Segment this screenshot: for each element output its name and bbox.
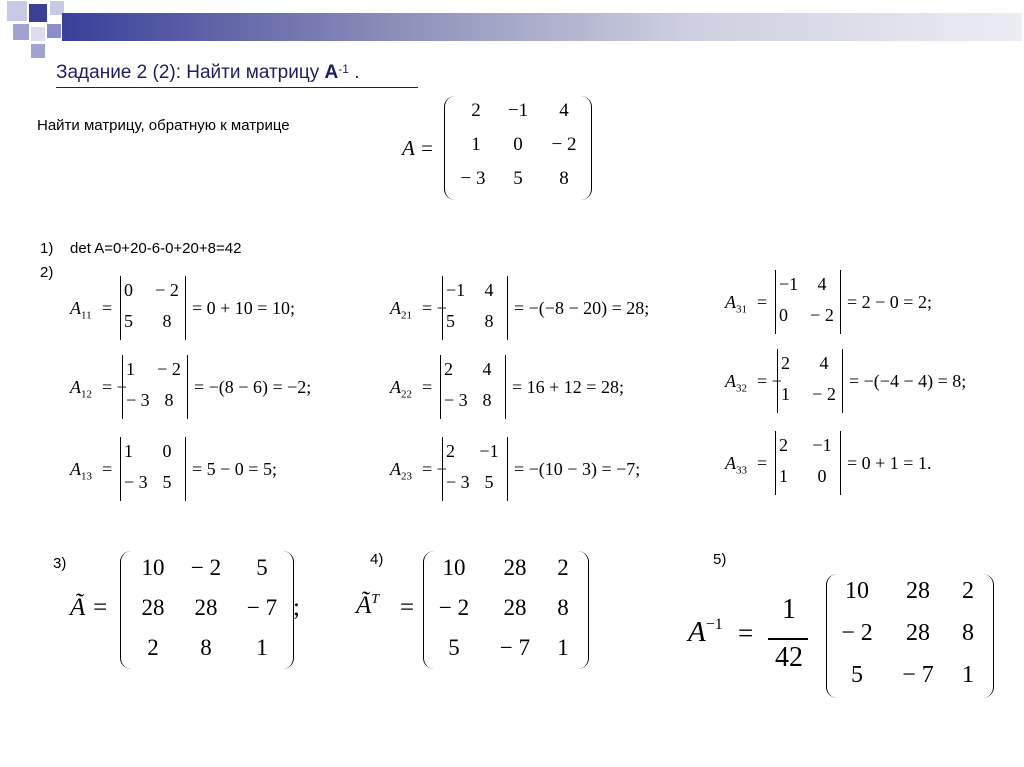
inverse-symbol: A xyxy=(688,616,706,648)
transpose-sup: T xyxy=(371,592,380,607)
matrix-cell: 28 xyxy=(906,620,930,646)
cofactor-determinant xyxy=(122,355,188,419)
adjugate-matrix xyxy=(120,551,294,669)
determinant-cell: 5 xyxy=(446,311,455,331)
cofactor-subscript: 11 xyxy=(81,309,92,322)
cofactor-label xyxy=(725,292,747,316)
title-text: Задание 2 (2): Найти матрицу xyxy=(56,62,325,83)
cofactor-label xyxy=(70,459,92,483)
cofactor-determinant xyxy=(442,276,508,340)
cofactor-label xyxy=(725,453,747,477)
cofactor-pre-sign: = xyxy=(102,298,113,318)
matrix-cell: 1 xyxy=(256,635,268,660)
matrix-cell: 5 xyxy=(513,168,523,189)
determinant-cell: −1 xyxy=(479,441,499,461)
equals-sign: = xyxy=(400,594,415,621)
cofactor-name: A xyxy=(390,377,401,397)
cofactor-name: A xyxy=(390,298,401,318)
matrix-cell: 10 xyxy=(442,555,466,580)
cofactor-result: = −(−8 − 20) = 28; xyxy=(514,298,650,318)
step-3-label: 3) xyxy=(53,555,67,572)
determinant-cell: 2 xyxy=(779,435,788,455)
matrix-cell: 8 xyxy=(559,168,569,189)
slide-title xyxy=(56,62,360,84)
determinant-cell: 4 xyxy=(482,359,492,379)
matrix-cell: 5 xyxy=(851,662,863,688)
cofactor-subscript: 22 xyxy=(401,388,412,401)
determinant-cell: 4 xyxy=(817,274,827,294)
cofactor-pre-sign: = xyxy=(422,377,433,397)
cofactor-result: = −(−4 − 4) = 8; xyxy=(849,371,967,391)
cofactor-determinant xyxy=(775,270,841,334)
determinant-cell: − 3 xyxy=(444,390,468,410)
determinant-cell: 1 xyxy=(124,441,133,461)
matrix-cell: 2 xyxy=(962,578,974,604)
matrix-cell: 2 xyxy=(471,100,481,121)
cofactor-determinant xyxy=(120,437,186,501)
matrix-cell: 10 xyxy=(845,578,869,604)
matrix-cell: − 2 xyxy=(551,134,577,155)
matrix-cell: 2 xyxy=(147,635,159,660)
cofactor-label xyxy=(725,371,747,395)
matrix-cell: 5 xyxy=(256,555,268,580)
cofactor-pre-sign: = − xyxy=(757,371,782,391)
determinant-cell: − 3 xyxy=(126,390,150,410)
matrix-cell: 10 xyxy=(141,555,165,580)
determinant-cell: 0 xyxy=(779,305,788,325)
cofactor-subscript: 21 xyxy=(401,309,412,322)
cofactor-result: = 0 + 10 = 10; xyxy=(192,298,295,318)
matrix-cell: − 7 xyxy=(246,595,278,620)
determinant-cell: 2 xyxy=(781,353,790,373)
determinant-cell: 8 xyxy=(164,390,174,410)
matrix-cell: 8 xyxy=(962,620,974,646)
determinant-cell: 1 xyxy=(126,359,135,379)
determinant-cell: − 2 xyxy=(155,280,179,300)
determinant-cell: 5 xyxy=(162,472,172,492)
matrix-cell: − 2 xyxy=(438,595,470,620)
matrix-cell: 0 xyxy=(513,134,523,155)
determinant-cell: 4 xyxy=(819,353,829,373)
decor-square xyxy=(31,27,45,41)
cofactor-name: A xyxy=(725,371,736,391)
matrix-cell: 1 xyxy=(557,635,569,660)
matrix-cell: 28 xyxy=(141,595,165,620)
determinant-cell: 2 xyxy=(446,441,455,461)
title-bold: А xyxy=(324,62,339,83)
determinant-cell: − 2 xyxy=(810,305,834,325)
matrix-cell: 4 xyxy=(559,100,569,121)
matrix-a xyxy=(444,96,592,200)
matrix-cell: − 2 xyxy=(841,620,873,646)
cofactor-subscript: 23 xyxy=(401,470,412,483)
cofactor-name: A xyxy=(725,292,736,312)
determinant-cell: − 2 xyxy=(812,384,836,404)
determinant-cell: −1 xyxy=(779,274,799,294)
determinant-cell: 5 xyxy=(484,472,494,492)
cofactor-determinant xyxy=(440,355,506,419)
fraction-denominator: 42 xyxy=(775,642,803,673)
cofactor-determinant xyxy=(442,437,508,501)
cofactor-name: A xyxy=(390,459,401,479)
matrix-cell: 28 xyxy=(503,595,527,620)
cofactor-label xyxy=(70,298,92,322)
transpose-symbol: Ã xyxy=(356,592,372,619)
subtitle: Найти матрицу, обратную к матрице xyxy=(37,117,290,134)
cofactor-label xyxy=(390,377,412,401)
step-5-label: 5) xyxy=(713,551,727,568)
matrix-cell: − 2 xyxy=(190,555,222,580)
cofactor-pre-sign: = xyxy=(757,453,768,473)
step-2-label: 2) xyxy=(40,264,54,281)
decor-square xyxy=(7,1,27,21)
cofactor-subscript: 32 xyxy=(736,382,747,395)
step-4-label: 4) xyxy=(370,551,384,568)
inverse-matrix xyxy=(826,574,994,698)
decor-square xyxy=(47,24,61,38)
cofactor-pre-sign: = xyxy=(757,292,768,312)
determinant-cell: 4 xyxy=(484,280,494,300)
determinant-cell: 0 xyxy=(124,280,133,300)
cofactor-result: = −(8 − 6) = −2; xyxy=(194,377,312,397)
matrix-cell: 28 xyxy=(503,555,527,580)
cofactor-pre-sign: = − xyxy=(102,377,127,397)
matrix-cell: 28 xyxy=(906,578,930,604)
inverse-label xyxy=(688,616,723,649)
determinant-cell: 2 xyxy=(444,359,453,379)
matrix-a-label: A = xyxy=(402,136,434,160)
adjugate-label: Ã = xyxy=(70,594,109,621)
cofactor-result: = 0 + 1 = 1. xyxy=(847,453,932,473)
determinant-cell: 5 xyxy=(124,311,133,331)
cofactor-label xyxy=(390,459,412,483)
decor-square xyxy=(13,24,29,40)
equals-sign: = xyxy=(738,618,754,648)
determinant-cell: 8 xyxy=(484,311,494,331)
cofactor-name: A xyxy=(70,377,81,397)
cofactor-pre-sign: = xyxy=(102,459,113,479)
matrix-cell: 8 xyxy=(557,595,569,620)
semicolon: ; xyxy=(293,594,300,621)
title-underline xyxy=(56,87,418,88)
transpose-label xyxy=(356,592,379,620)
determinant-cell: − 2 xyxy=(157,359,181,379)
determinant-cell: −1 xyxy=(446,280,466,300)
matrix-cell: 8 xyxy=(200,635,212,660)
determinant-cell: 8 xyxy=(162,311,172,331)
matrix-cell: −1 xyxy=(507,100,529,121)
matrix-cell: − 3 xyxy=(460,168,486,189)
matrix-cell: 5 xyxy=(448,635,460,660)
cofactor-pre-sign: = − xyxy=(422,298,447,318)
determinant-cell: 1 xyxy=(779,466,788,486)
determinant-cell: 8 xyxy=(482,390,492,410)
cofactor-result: = −(10 − 3) = −7; xyxy=(514,459,641,479)
matrix-cell: − 7 xyxy=(902,662,934,688)
transpose-matrix xyxy=(423,551,589,669)
cofactor-result: = 2 − 0 = 2; xyxy=(847,292,932,312)
determinant-cell: 1 xyxy=(781,384,790,404)
cofactor-determinant xyxy=(777,349,843,413)
decor-square xyxy=(31,44,45,58)
matrix-cell: 28 xyxy=(194,595,218,620)
cofactor-determinant xyxy=(120,276,186,340)
matrix-cell: 1 xyxy=(962,662,974,688)
cofactor-subscript: 31 xyxy=(736,303,747,316)
determinant-cell: −1 xyxy=(812,435,832,455)
step-1-determinant: 1) det A=0+20-6-0+20+8=42 xyxy=(40,240,242,257)
cofactor-name: A xyxy=(70,459,81,479)
title-end: . xyxy=(348,62,360,83)
cofactor-result: = 16 + 12 = 28; xyxy=(512,377,624,397)
title-sup: -1 xyxy=(338,62,349,76)
determinant-cell: 0 xyxy=(162,441,172,461)
determinant-cell: − 3 xyxy=(446,472,470,492)
cofactor-determinant xyxy=(775,431,841,495)
cofactor-result: = 5 − 0 = 5; xyxy=(192,459,277,479)
cofactor-subscript: 33 xyxy=(736,464,747,477)
matrix-cell: − 7 xyxy=(499,635,531,660)
header-bar xyxy=(62,13,1022,41)
cofactor-label xyxy=(70,377,92,401)
matrix-cell: 2 xyxy=(557,555,569,580)
matrix-cell: 1 xyxy=(471,134,481,155)
fraction-line xyxy=(768,638,808,640)
cofactor-subscript: 13 xyxy=(81,470,92,483)
cofactor-name: A xyxy=(725,453,736,473)
decor-square xyxy=(29,4,47,22)
fraction-numerator: 1 xyxy=(782,594,796,625)
cofactor-label xyxy=(390,298,412,322)
cofactor-name: A xyxy=(70,298,81,318)
cofactor-pre-sign: = − xyxy=(422,459,447,479)
cofactor-subscript: 12 xyxy=(81,388,92,401)
determinant-cell: 0 xyxy=(817,466,827,486)
determinant-cell: − 3 xyxy=(124,472,148,492)
inverse-sup: −1 xyxy=(705,616,723,633)
